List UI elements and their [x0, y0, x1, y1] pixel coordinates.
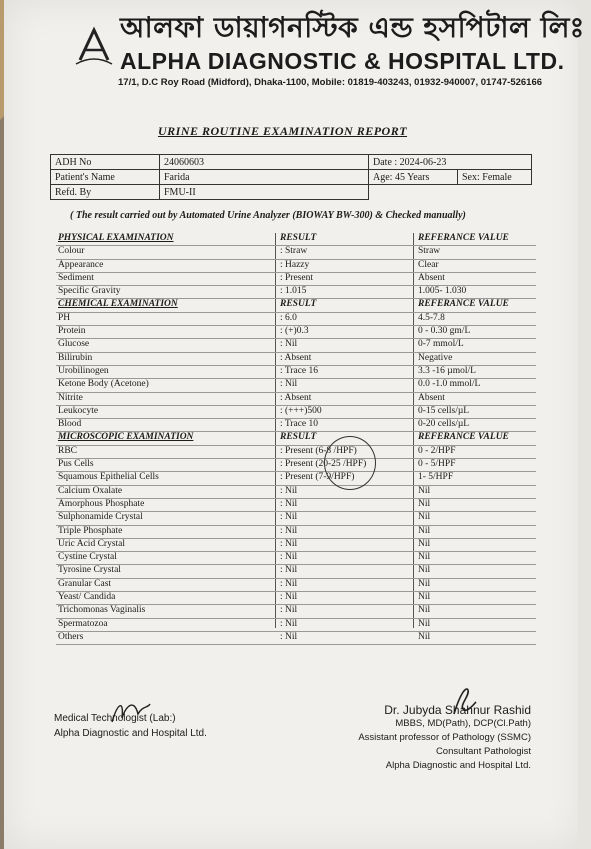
reference-value: Nil	[418, 552, 431, 563]
report-title: URINE ROUTINE EXAMINATION REPORT	[158, 124, 408, 138]
header-title: CHEMICAL EXAMINATION	[58, 299, 178, 310]
test-name: Triple Phosphate	[58, 525, 123, 536]
reference-value: 1- 5/HPF	[418, 472, 454, 483]
header-reference: REFERANCE VALUE	[418, 299, 509, 310]
technologist-org: Alpha Diagnostic and Hospital Ltd.	[54, 728, 207, 739]
pathologist-degrees: MBBS, MD(Path), DCP(Cl.Path)	[395, 718, 531, 729]
reference-value: Nil	[418, 631, 431, 642]
pen-circle-mark	[324, 436, 376, 490]
technologist-block	[54, 711, 207, 741]
result-row	[56, 366, 536, 379]
analyzer-note: ( The result carried out by Automated Urine Analyzer (BIOWAY BW-300) & Checked manually)	[70, 210, 466, 221]
result-row	[56, 486, 536, 499]
reference-value: 0-20 cells/µL	[418, 419, 470, 430]
reference-value: 0-7 mmol/L	[418, 339, 464, 350]
test-name: Others	[58, 631, 84, 642]
reference-value: Nil	[418, 485, 431, 496]
test-result: : Nil	[280, 565, 298, 576]
test-name: Spermatozoa	[58, 618, 108, 629]
reference-value: Nil	[418, 618, 431, 629]
reference-value: 0 - 0.30 gm/L	[418, 326, 471, 337]
test-result: : Present (20-25 /HPF)	[280, 459, 367, 470]
result-row	[56, 419, 536, 432]
result-row	[56, 313, 536, 326]
test-result: : Trace 16	[280, 365, 318, 376]
test-result: : Nil	[280, 485, 298, 496]
test-result: : Nil	[280, 538, 298, 549]
refd-value: FMU-II	[160, 185, 369, 200]
results-table	[56, 233, 536, 645]
result-row	[56, 552, 536, 565]
test-result: : Trace 10	[280, 419, 318, 430]
result-row	[56, 619, 536, 632]
result-row	[56, 512, 536, 525]
reference-value: 0 - 5/HPF	[418, 459, 456, 470]
technologist-title: Medical Technologist (Lab:)	[54, 713, 176, 724]
result-row	[56, 379, 536, 392]
reference-value: 0-15 cells/µL	[418, 405, 470, 416]
patient-sex: Sex: Female	[458, 170, 532, 185]
reference-value: Absent	[418, 272, 445, 283]
result-row	[56, 273, 536, 286]
reference-value: Nil	[418, 512, 431, 523]
underlying-page	[578, 0, 591, 849]
header-result: RESULT	[280, 233, 317, 243]
result-row	[56, 353, 536, 366]
result-row	[56, 539, 536, 552]
reference-value: Negative	[418, 352, 453, 363]
adh-label: ADH No	[51, 155, 160, 170]
result-row	[56, 406, 536, 419]
result-row	[56, 579, 536, 592]
test-name: PH	[58, 312, 71, 323]
test-name: Tyrosine Crystal	[58, 565, 121, 576]
test-name: Granular Cast	[58, 578, 112, 589]
test-name: Bilirubin	[58, 352, 93, 363]
hospital-name-bangla: আলফা ডায়াগনস্টিক এন্ড হসপিটাল লিঃ	[120, 11, 585, 44]
result-row	[56, 393, 536, 406]
test-name: Appearance	[58, 259, 104, 270]
test-name: Amorphous Phosphate	[58, 498, 145, 509]
test-name: Trichomonas Vaginalis	[58, 605, 146, 616]
reference-value: Nil	[418, 578, 431, 589]
reference-value: Nil	[418, 605, 431, 616]
test-result: : 6.0	[280, 312, 297, 323]
test-name: Pus Cells	[58, 459, 94, 470]
test-name: Sediment	[58, 272, 94, 283]
test-result: : Hazzy	[280, 259, 310, 270]
result-row	[56, 260, 536, 273]
test-result: : Absent	[280, 352, 312, 363]
pathologist-role: Consultant Pathologist	[435, 746, 531, 757]
test-result: : Nil	[280, 512, 298, 523]
result-row	[56, 286, 536, 299]
result-row	[56, 499, 536, 512]
result-row	[56, 632, 536, 645]
reference-value: Straw	[418, 246, 441, 257]
microscopic-section-header	[56, 432, 536, 445]
reference-value: Nil	[418, 565, 431, 576]
hospital-address: 17/1, D.C Roy Road (Midford), Dhaka-1100, Mobile: 01819-403243, 01932-940007, 01747-526166	[118, 77, 543, 88]
result-row	[56, 526, 536, 539]
test-result: : Nil	[280, 339, 298, 350]
reference-value: Nil	[418, 538, 431, 549]
header-title: PHYSICAL EXAMINATION	[58, 233, 174, 243]
test-name: Protein	[58, 326, 86, 337]
test-name: Specific Gravity	[58, 286, 121, 297]
test-result: : Nil	[280, 552, 298, 563]
test-result: : Nil	[280, 631, 298, 642]
result-row	[56, 472, 536, 485]
test-result: : Nil	[280, 379, 298, 390]
result-row	[56, 605, 536, 618]
result-row	[56, 446, 536, 459]
reference-value: Nil	[418, 592, 431, 603]
refd-label: Refd. By	[51, 185, 160, 200]
physical-section-header	[56, 233, 536, 246]
patient-age: Age: 45 Years	[369, 170, 458, 185]
result-row	[56, 326, 536, 339]
hospital-logo-icon	[72, 24, 116, 68]
test-result: : Straw	[280, 246, 308, 257]
test-name: Glucose	[58, 339, 90, 350]
result-row	[56, 246, 536, 259]
reference-value: 0.0 -1.0 mmol/L	[418, 379, 481, 390]
test-name: Urobilinogen	[58, 365, 109, 376]
test-name: Yeast/ Candida	[58, 592, 116, 603]
test-result: : Nil	[280, 618, 298, 629]
header-reference: REFERANCE VALUE	[418, 432, 509, 443]
test-result: : Present	[280, 272, 313, 283]
test-result: : Nil	[280, 578, 298, 589]
reference-value: Absent	[418, 392, 445, 403]
test-result: : (+++)500	[280, 405, 322, 416]
reference-value: 3.3 -16 µmol/L	[418, 365, 476, 376]
test-name: RBC	[58, 445, 78, 456]
result-row	[56, 459, 536, 472]
result-row	[56, 339, 536, 352]
header-reference: REFERANCE VALUE	[418, 233, 509, 243]
header-title: MICROSCOPIC EXAMINATION	[58, 432, 194, 443]
test-result: : Nil	[280, 605, 298, 616]
test-result: : Nil	[280, 592, 298, 603]
pathologist-name: Dr. Jubyda Shahnur Rashid	[384, 703, 531, 717]
test-result: : Present (6-8 /HPF)	[280, 445, 357, 456]
test-name: Sulphonamide Crystal	[58, 512, 143, 523]
test-name: Ketone Body (Acetone)	[58, 379, 149, 390]
hospital-name-english: ALPHA DIAGNOSTIC & HOSPITAL LTD.	[120, 48, 565, 74]
reference-value: 0 - 2/HPF	[418, 445, 456, 456]
pathologist-block	[358, 703, 531, 773]
reference-value: Nil	[418, 498, 431, 509]
test-name: Blood	[58, 419, 82, 430]
test-result: : (+)0.3	[280, 326, 309, 337]
test-result: : Absent	[280, 392, 312, 403]
patient-name-value: Farida	[160, 170, 369, 185]
test-result: : Present (7-9/HPF)	[280, 472, 355, 483]
test-name: Leukocyte	[58, 405, 99, 416]
patient-info-table	[50, 154, 532, 200]
pathologist-org: Alpha Diagnostic and Hospital Ltd.	[385, 760, 531, 771]
test-result: : Nil	[280, 525, 298, 536]
patient-name-label: Patient's Name	[51, 170, 160, 185]
header-result: RESULT	[280, 299, 317, 310]
test-name: Squamous Epithelial Cells	[58, 472, 159, 483]
test-name: Nitrite	[58, 392, 83, 403]
report-date: Date : 2024-06-23	[369, 155, 532, 170]
test-name: Uric Acid Crystal	[58, 538, 126, 549]
result-row	[56, 592, 536, 605]
test-name: Colour	[58, 246, 85, 257]
test-name: Cystine Crystal	[58, 552, 117, 563]
empty-cell	[369, 185, 532, 200]
test-result: : 1.015	[280, 286, 307, 297]
adh-value: 24060603	[160, 155, 369, 170]
result-row	[56, 565, 536, 578]
reference-value: 1.005- 1.030	[418, 286, 467, 297]
pathologist-position: Assistant professor of Pathology (SSMC)	[358, 732, 531, 743]
header-result: RESULT	[280, 432, 317, 443]
reference-value: Clear	[418, 259, 439, 270]
reference-value: Nil	[418, 525, 431, 536]
reference-value: 4.5-7.8	[418, 312, 445, 323]
test-name: Calcium Oxalate	[58, 485, 123, 496]
chemical-section-header	[56, 299, 536, 312]
test-result: : Nil	[280, 498, 298, 509]
